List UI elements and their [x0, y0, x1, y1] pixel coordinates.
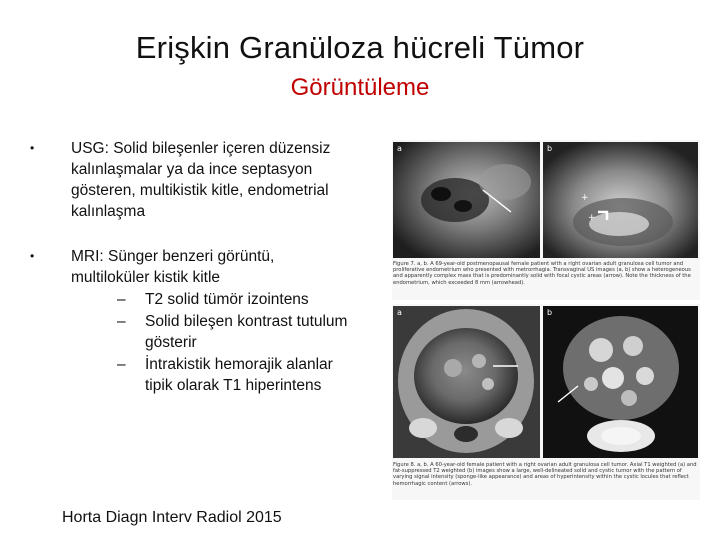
citation: Horta Diagn Interv Radiol 2015	[62, 509, 282, 526]
bullet-mri-text: MRI: Sünger benzeri görüntü, multiloküler kistik kitle	[71, 248, 275, 286]
ultrasound-panel-a	[393, 142, 540, 258]
bullet-usg-text: USG: Solid bileşenler içeren düzensiz kalınlaşmalar ya da ince septasyon gösteren, multikistik kitle, endometrial kalınlaşma	[71, 140, 331, 220]
svg-text:+: +	[581, 193, 589, 203]
subitem-t2	[71, 289, 350, 310]
mri-image-a	[393, 306, 540, 458]
panel-label-a: a	[397, 308, 402, 317]
mri-panel-a	[393, 306, 540, 458]
figure-mri	[392, 304, 700, 500]
subitem-contrast-text: Solid bileşen kontrast tutulum gösterir	[145, 313, 348, 351]
figure-mri-caption: Figure 8. a, b. A 60-year-old female patient with a right ovarian adult granulosa cell tumor. Axial T1 weighted (a) and fat-suppressed T2 weighted (b) images show a large, well-delineated solid and cystic tumor with the pattern of varying signal intensity (sponge-like appearance) and areas of hyperintensity within the cystic locules that reflect hemorrhagic content (arrows).	[393, 462, 697, 487]
bullet-mri	[30, 246, 350, 396]
subitem-contrast	[71, 311, 350, 353]
panel-label-b: b	[547, 144, 553, 153]
ultrasound-image-b	[543, 142, 698, 258]
slide-title: Erişkin Granüloza hücreli Tümor	[135, 30, 585, 65]
bullet-usg	[30, 138, 350, 222]
slide-subtitle: Görüntüleme	[290, 74, 430, 101]
ultrasound-image-a	[393, 142, 540, 258]
mri-panel-b	[543, 306, 698, 458]
panel-label-b: b	[547, 308, 553, 317]
svg-text:+: +	[588, 213, 596, 223]
mri-image-b	[543, 306, 698, 458]
bullet-list	[30, 138, 350, 420]
subitem-t2-text: T2 solid tümör izointens	[145, 291, 309, 308]
subitem-marker: –	[117, 356, 126, 373]
bullet-marker: •	[30, 141, 35, 155]
subitem-hemorrhage	[71, 354, 350, 396]
subitem-hemorrhage-text: İntrakistik hemorajik alanlar tipik olarak T1 hiperintens	[145, 356, 333, 394]
figure-ultrasound	[392, 140, 700, 300]
bullet-marker: •	[30, 249, 35, 263]
figure-ultrasound-caption: Figure 7. a, b. A 69-year-old postmenopausal female patient with a right ovarian adult granulosa cell tumor and proliferative endometrium who presented with metrorrhagia. Transvaginal US images (a, b) show a heterogeneous and apparently complex mass that is predominantly solid with focal cystic areas (arrow). Note the thickness of the endometrium, which exceeded 8 mm (arrowhead).	[393, 261, 691, 286]
panel-label-a: a	[397, 144, 402, 153]
subitem-marker: –	[117, 313, 126, 330]
ultrasound-panel-b	[543, 142, 698, 258]
subitem-marker: –	[117, 291, 126, 308]
